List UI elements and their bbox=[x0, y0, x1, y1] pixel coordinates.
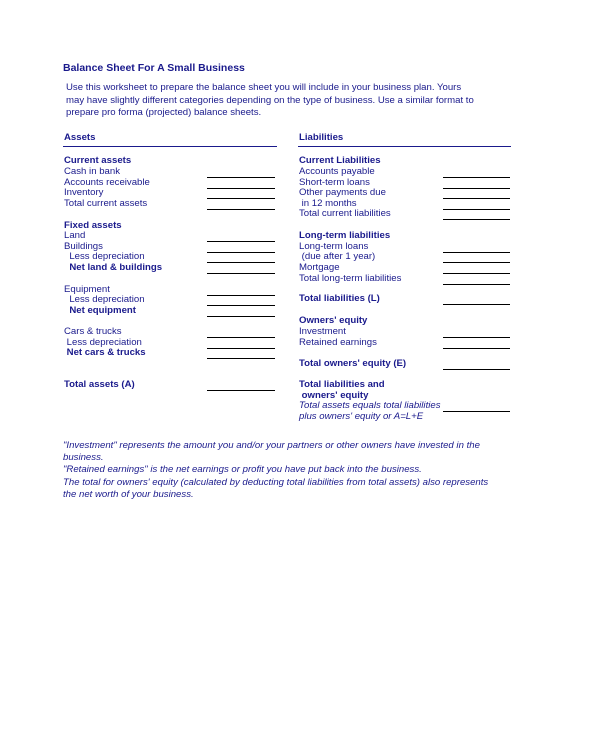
liabilities-entry-line[interactable] bbox=[443, 411, 510, 412]
footnotes bbox=[63, 440, 488, 501]
assets-entry-line[interactable] bbox=[207, 177, 275, 178]
assets-entry-line[interactable] bbox=[207, 262, 275, 263]
liabilities-row-label: Total owners' equity (E) bbox=[299, 358, 407, 369]
liabilities-row-label: Total long-term liabilities bbox=[299, 273, 402, 284]
liabilities-row-label: in 12 months bbox=[299, 198, 357, 209]
assets-row-label: Net land & buildings bbox=[64, 262, 163, 273]
assets-entry-line[interactable] bbox=[207, 252, 275, 253]
assets-header: Assets bbox=[64, 132, 96, 143]
footnote-line: the net worth of your business. bbox=[63, 488, 194, 500]
liabilities-row-label: Mortgage bbox=[299, 262, 340, 273]
liabilities-row-label: Owners' equity bbox=[299, 315, 368, 326]
liabilities-entry-line[interactable] bbox=[443, 284, 510, 285]
assets-entry-line[interactable] bbox=[207, 358, 275, 359]
liabilities-row-label: Total liabilities and bbox=[299, 379, 385, 390]
assets-row-label: Current assets bbox=[64, 155, 132, 166]
assets-row-label: Accounts receivable bbox=[64, 177, 150, 188]
footnote-line: "Investment" represents the amount you and/or your partners or other owners have invested in the bbox=[63, 440, 480, 451]
assets-entry-line[interactable] bbox=[207, 390, 275, 391]
liabilities-row-label: Short-term loans bbox=[299, 177, 370, 188]
liabilities-entry-line[interactable] bbox=[443, 262, 510, 263]
liabilities-entry-line[interactable] bbox=[443, 219, 510, 220]
assets-entry-line[interactable] bbox=[207, 188, 275, 189]
assets-row-label: Less depreciation bbox=[64, 294, 145, 305]
liabilities-entry-line[interactable] bbox=[443, 369, 510, 370]
liabilities-row-label: Accounts payable bbox=[299, 166, 375, 177]
liabilities-row-label: owners' equity bbox=[299, 390, 369, 401]
assets-row-label: Equipment bbox=[64, 284, 110, 295]
assets-entry-line[interactable] bbox=[207, 348, 275, 349]
assets-row-label: Less depreciation bbox=[64, 251, 145, 262]
liabilities-entry-line[interactable] bbox=[443, 273, 510, 274]
assets-entry-line[interactable] bbox=[207, 337, 275, 338]
assets-entry-line[interactable] bbox=[207, 295, 275, 296]
intro-paragraph bbox=[66, 82, 474, 120]
intro-line: Use this worksheet to prepare the balance sheet you will include in your business plan. Yours bbox=[66, 82, 462, 93]
assets-row-label: Total current assets bbox=[64, 198, 148, 209]
assets-header-rule bbox=[63, 146, 277, 147]
assets-row-label: Cash in bank bbox=[64, 166, 120, 177]
page-title: Balance Sheet For A Small Business bbox=[63, 62, 245, 74]
liabilities-entry-line[interactable] bbox=[443, 304, 510, 305]
intro-line: prepare pro forma (projected) balance sheets. bbox=[66, 107, 262, 118]
assets-entry-line[interactable] bbox=[207, 241, 275, 242]
intro-line: may have slightly different categories depending on the type of business. Use a similar format to bbox=[66, 94, 474, 106]
assets-row-label: Cars & trucks bbox=[64, 326, 122, 337]
liabilities-entry-line[interactable] bbox=[443, 177, 510, 178]
assets-row-label: Less depreciation bbox=[64, 337, 142, 348]
assets-row-label: Buildings bbox=[64, 241, 103, 252]
assets-row-label: Net cars & trucks bbox=[64, 347, 146, 358]
liabilities-row-label: Current Liabilities bbox=[299, 155, 381, 166]
liabilities-entry-line[interactable] bbox=[443, 209, 510, 210]
liabilities-row-label: Total current liabilities bbox=[299, 208, 391, 219]
liabilities-entry-line[interactable] bbox=[443, 348, 510, 349]
assets-row-label: Fixed assets bbox=[64, 220, 122, 231]
liabilities-row-label: Long-term loans bbox=[299, 241, 369, 252]
liabilities-entry-line[interactable] bbox=[443, 188, 510, 189]
liabilities-row-label: Long-term liabilities bbox=[299, 230, 391, 241]
liabilities-row-label: Total liabilities (L) bbox=[299, 293, 380, 304]
liabilities-row-label: Retained earnings bbox=[299, 337, 377, 348]
assets-entry-line[interactable] bbox=[207, 305, 275, 306]
liabilities-row-label: (due after 1 year) bbox=[299, 251, 376, 262]
liabilities-entry-line[interactable] bbox=[443, 252, 510, 253]
assets-entry-line[interactable] bbox=[207, 316, 275, 317]
liabilities-header: Liabilities bbox=[299, 132, 344, 143]
liabilities-entry-line[interactable] bbox=[443, 337, 510, 338]
assets-entry-line[interactable] bbox=[207, 273, 275, 274]
assets-row-label: Inventory bbox=[64, 187, 104, 198]
assets-entry-line[interactable] bbox=[207, 209, 275, 210]
assets-entry-line[interactable] bbox=[207, 198, 275, 199]
footnote-line: business. bbox=[63, 452, 104, 464]
liabilities-entry-line[interactable] bbox=[443, 198, 510, 199]
assets-row-label: Total assets (A) bbox=[64, 379, 135, 390]
footnote-line: The total for owners' equity (calculated by deducting total liabilities from total assets) also represents bbox=[63, 476, 489, 488]
assets-row-label: Net equipment bbox=[64, 305, 136, 316]
footnote-line: "Retained earnings" is the net earnings or profit you have put back into the business. bbox=[63, 464, 422, 476]
liabilities-row-label: Total assets equals total liabilities bbox=[299, 400, 441, 411]
liabilities-header-rule bbox=[298, 146, 511, 147]
assets-row-label: Land bbox=[64, 230, 86, 241]
liabilities-row-label: plus owners' equity or A=L+E bbox=[299, 411, 424, 422]
liabilities-row-label: Investment bbox=[299, 326, 346, 337]
liabilities-row-label: Other payments due bbox=[299, 187, 386, 198]
